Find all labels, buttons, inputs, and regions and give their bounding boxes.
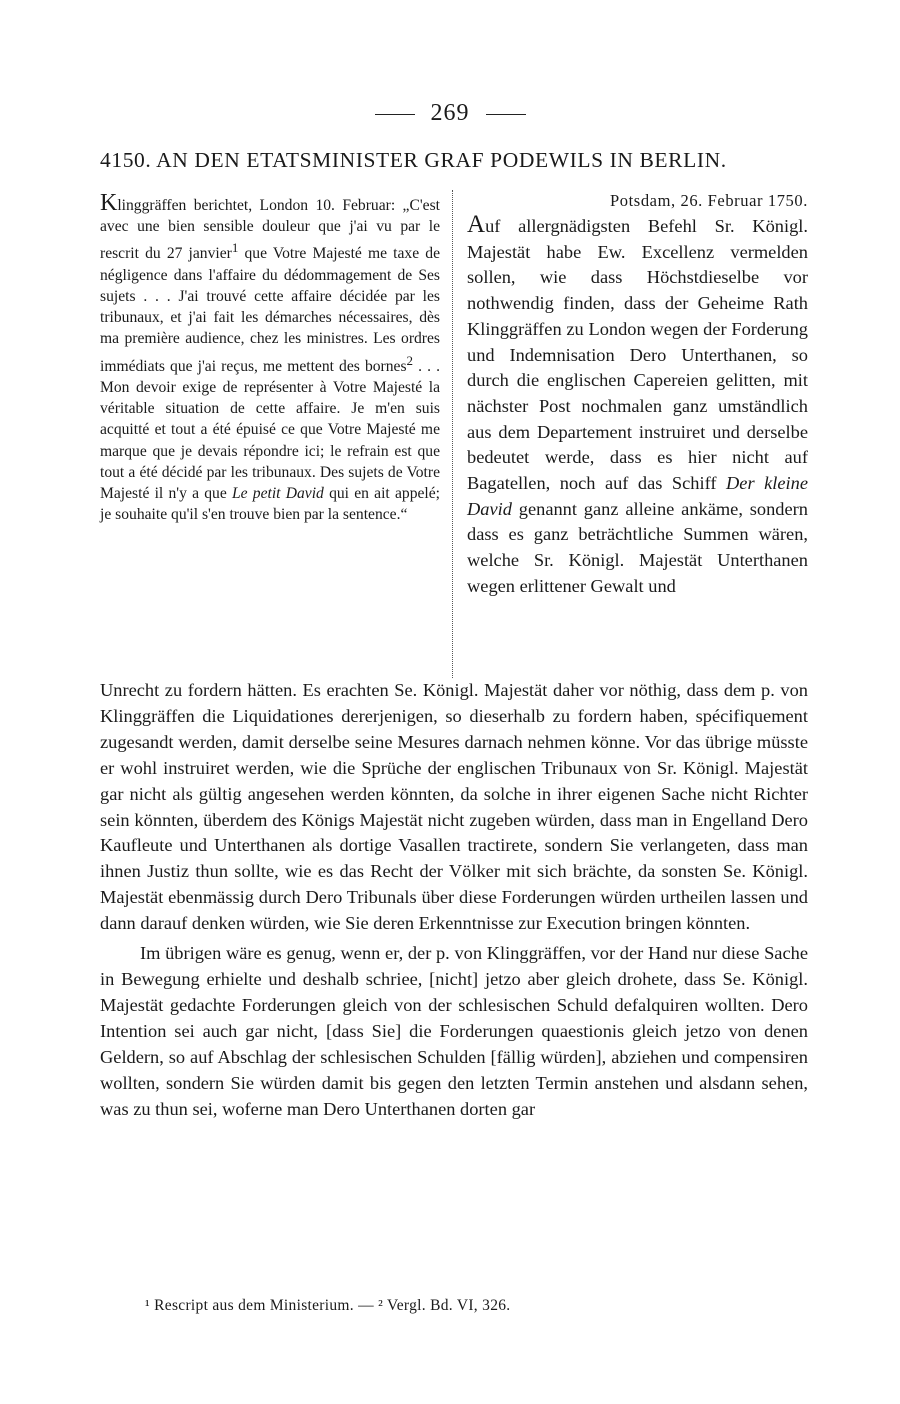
left-column-italic-ship: Le petit David [231, 485, 324, 503]
right-column-body [467, 212, 808, 600]
right-column-initial: A [467, 211, 486, 238]
right-column-text-2: genannt ganz alleine ankäme, sondern dass es ganz beträchtliche Summen wären, welche Sr. Königl. Majestät Unterthanen wegen erlittener Gewalt und [467, 498, 808, 596]
left-column-initial: K [100, 190, 118, 216]
body-paragraph-2: Im übrigen wäre es genug, wenn er, der p. von Klinggräffen, vor der Hand nur diese Sache in Bewegung erhielte und deshalb schriee, [nicht] jetzo aber gleich drohete, dass Se. Königl. Majestät gedachte Forderungen gleich von der schlesischen Schuld defalquiren wollten. Dero Intention sei auch gar nicht, [dass Sie] die Forderungen quaestionis gleich jetzo von denen Geldern, so auf Abschlag der schlesischen Schulden [fällig würden], abziehen und compensiren wollten, sondern Sie würden damit bis gegen den letzten Termin anstehen und alsdann sehen, was zu thun sei, woferne man Dero Unterthanen dorten gar [100, 943, 808, 1119]
left-column-text-1: linggräffen berichtet, London 10. Februar: „C'est avec une bien sensible douleur que j'ai vu par le rescrit du 27 janvier [100, 197, 440, 263]
document-heading: 4150. AN DEN ETATSMINISTER GRAF PODEWILS IN BERLIN. [100, 148, 727, 172]
footnote-ref-2: 2 [406, 352, 414, 368]
page-number-value: 269 [430, 100, 470, 126]
left-column-text-2: que Votre Majesté me taxe de négligence dans l'affaire du dédommagement de Ses sujets . . . J'ai trouvé cette affaire décidée par les tribunaux, et j'ai fait les démarches nécessaires, dès ma première audience, chez les ministres. Les ordres immédiats que j'ai reçus, me mettent des bornes [100, 245, 440, 375]
footnote-ref-1: 1 [231, 240, 239, 256]
dateline: Potsdam, 26. Februar 1750. [609, 191, 808, 210]
left-column-text-3: . . . Mon devoir exige de représenter à Votre Majesté la véritable situation de cette affaire. Je m'en suis acquitté et tout a été épuisé ce que Votre Majesté me marque que je devais répondre ici; le refrain est que tout a été décidé par les tribunaux. Des sujets de Votre Majesté il n'y a que [100, 357, 441, 503]
page-number-dash-right [486, 114, 526, 115]
column-separator [452, 190, 453, 678]
main-body [100, 678, 808, 1122]
body-paragraph-1: Unrecht zu fordern hätten. Es erachten Se. Königl. Majestät daher vor nöthig, dass dem p. von Klinggräffen die Liquidationes dererjenigen, so dieserhalb zu fordern haben, spécifiquement zugesandt werden, damit derselbe seine Mesures darnach nehmen könne. Vor das übrige müsste er wohl instruiret werden, wie die Sprüche der englischen Tribunaux von Sr. Königl. Majestät gar nicht als gültig angesehen werden könnten, da solche in ihrer eigenen Sache nicht Richter sein könnten, überdem des Königs Majestät nicht zugeben würden, dass man in Engelland Dero Kaufleute und Unterthanen als dortige Vasallen tractirete, sondern Sie verlangeten, dass man ihnen Justiz thun sollte, wie es das Recht der Völker mit sich brächte, da sonsten Se. Königl. Majestät ebenmässig durch Dero Tribunals über diese Forderungen würden urtheilen lassen und dann darauf denken würden, wie Sie deren Erkenntnisse zur Execution bringen könnten. [100, 680, 808, 934]
left-column-text-4: qui en ait appelé; je souhaite qu'il s'en trouve bien par la sentence.“ [100, 485, 441, 524]
page-number [0, 100, 900, 127]
left-column-report [100, 190, 441, 525]
footnotes: ¹ Rescript aus dem Ministerium. — ² Vergl. Bd. VI, 326. [145, 1297, 511, 1314]
page-number-dash-left [375, 114, 415, 115]
right-column-italic-ship: Der kleine David [467, 473, 808, 519]
right-column-letter [467, 190, 808, 600]
right-column-text-1: uf allergnädigsten Befehl Sr. Königl. Majestät habe Ew. Excellenz vermelden sollen, wie dass Höchstdieselbe vor nothwendig finden, dass der Geheime Rath Klinggräffen zu London wegen der Forderung und Indemnisation Dero Unterthanen, so durch die englischen Capereien gelitten, mit nächster Post nochmalen ganz umständlich aus dem Departement instruiret und derselbe bedeutet werde, dass es hier nicht auf Bagatellen, noch auf das Schiff [467, 216, 808, 494]
